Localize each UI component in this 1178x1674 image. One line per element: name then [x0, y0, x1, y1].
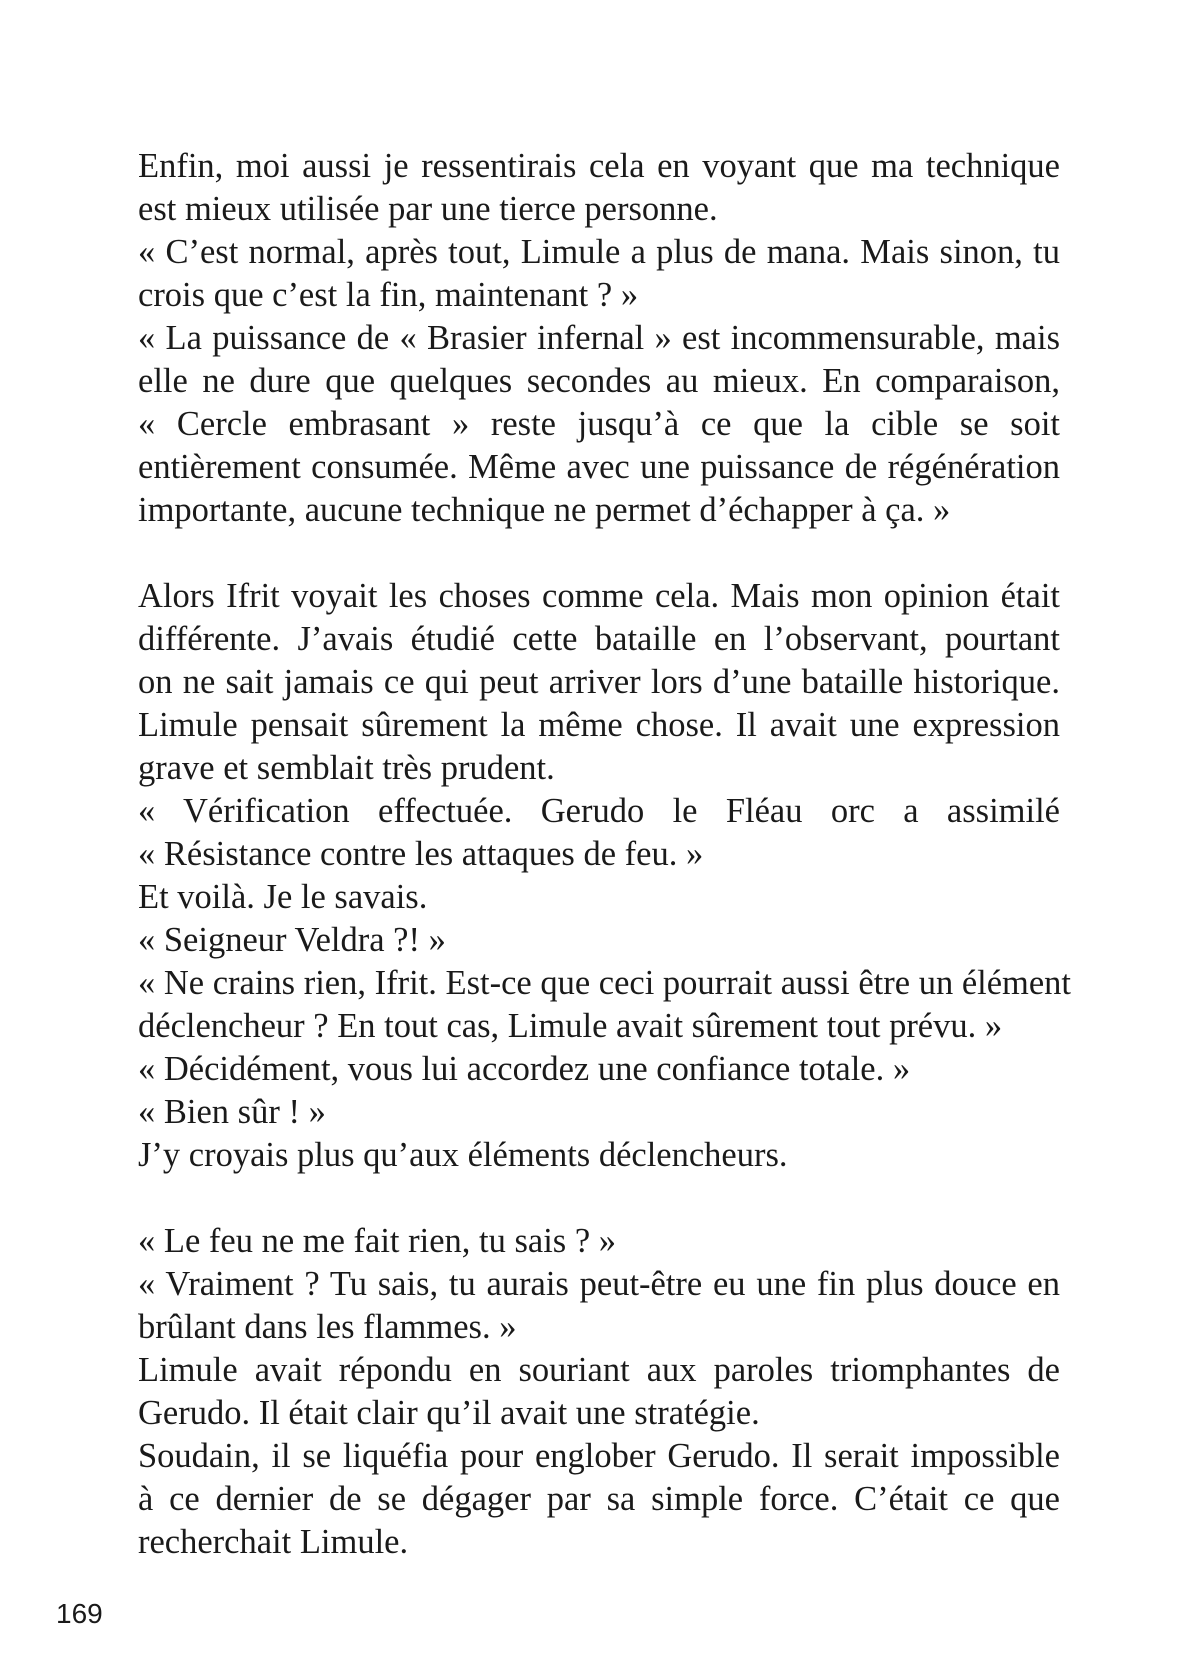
- text-line: est mieux utilisée par une tierce personne.: [138, 190, 718, 228]
- text-line: « Vraiment ? Tu sais, tu aurais peut-être eu une fin plus douce en: [138, 1265, 1060, 1303]
- text-line: « Résistance contre les attaques de feu. »: [138, 835, 704, 873]
- paragraph: [138, 145, 1060, 532]
- text-line: on ne sait jamais ce qui peut arriver lors d’une bataille historique.: [138, 663, 1060, 701]
- paragraph: [138, 575, 1072, 1177]
- text-line: entièrement consumée. Même avec une puissance de régénération: [138, 448, 1060, 486]
- text-line: « Bien sûr ! »: [138, 1093, 326, 1131]
- text-line: déclencheur ? En tout cas, Limule avait sûrement tout prévu. »: [138, 1007, 1003, 1045]
- text-line: « Ne crains rien, Ifrit. Est-ce que ceci pourrait aussi être un élément: [138, 964, 1072, 1002]
- text-line: « Seigneur Veldra ?! »: [138, 921, 446, 959]
- text-line: « Cercle embrasant » reste jusqu’à ce que la cible se soit: [138, 405, 1060, 443]
- paragraph: [138, 1220, 1060, 1564]
- text-line: Gerudo. Il était clair qu’il avait une stratégie.: [138, 1394, 760, 1432]
- text-line: Et voilà. Je le savais.: [138, 878, 428, 916]
- text-line: Limule pensait sûrement la même chose. Il avait une expression: [138, 706, 1060, 744]
- text-line: « La puissance de « Brasier infernal » est incommensurable, mais: [138, 319, 1060, 357]
- text-line: crois que c’est la fin, maintenant ? »: [138, 276, 639, 314]
- text-line: « Vérification effectuée. Gerudo le Fléau orc a assimilé: [138, 792, 1060, 830]
- text-line: importante, aucune technique ne permet d’échapper à ça. »: [138, 491, 951, 529]
- text-line: brûlant dans les flammes. »: [138, 1308, 517, 1346]
- text-line: elle ne dure que quelques secondes au mieux. En comparaison,: [138, 362, 1060, 400]
- paragraph-gap: [138, 532, 1060, 575]
- text-line: à ce dernier de se dégager par sa simple force. C’était ce que: [138, 1480, 1060, 1518]
- text-line: Alors Ifrit voyait les choses comme cela. Mais mon opinion était: [138, 577, 1060, 615]
- body-text: [138, 145, 1072, 1564]
- text-line: différente. J’avais étudié cette bataille en l’observant, pourtant: [138, 620, 1060, 658]
- text-line: « Le feu ne me fait rien, tu sais ? »: [138, 1222, 617, 1260]
- text-line: Soudain, il se liquéfia pour englober Gerudo. Il serait impossible: [138, 1437, 1060, 1475]
- text-line: recherchait Limule.: [138, 1523, 409, 1561]
- text-line: « Décidément, vous lui accordez une confiance totale. »: [138, 1050, 911, 1088]
- text-line: grave et semblait très prudent.: [138, 749, 555, 787]
- page-number: 169: [56, 1598, 103, 1629]
- text-line: J’y croyais plus qu’aux éléments déclencheurs.: [138, 1136, 788, 1174]
- paragraph-gap: [138, 1177, 1060, 1220]
- text-line: Enfin, moi aussi je ressentirais cela en voyant que ma technique: [138, 147, 1060, 185]
- text-line: « C’est normal, après tout, Limule a plus de mana. Mais sinon, tu: [138, 233, 1060, 271]
- text-line: Limule avait répondu en souriant aux paroles triomphantes de: [138, 1351, 1060, 1389]
